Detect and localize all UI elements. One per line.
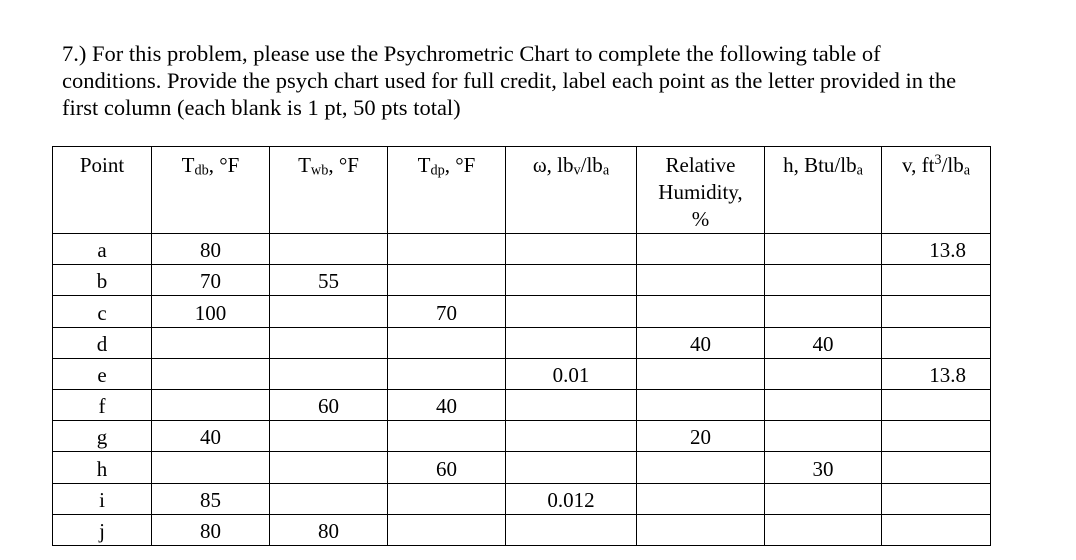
cell-rh[interactable] [637, 483, 765, 514]
header-twb-main: T [298, 153, 311, 177]
header-v [882, 147, 991, 234]
table-row [53, 265, 991, 296]
cell-v[interactable] [882, 514, 991, 545]
cell-twb[interactable] [270, 358, 388, 389]
table-row [53, 358, 991, 389]
header-tdb-sub: db [194, 162, 209, 179]
cell-point: c [53, 296, 152, 327]
header-h [765, 147, 882, 234]
cell-point: b [53, 265, 152, 296]
header-rh-line1: Relative [665, 153, 736, 177]
cell-tdp[interactable] [388, 234, 506, 265]
cell-omega[interactable]: 0.012 [506, 483, 637, 514]
cell-point: g [53, 421, 152, 452]
table-row [53, 421, 991, 452]
cell-twb[interactable] [270, 234, 388, 265]
problem-line-3: first column (each blank is 1 pt, 50 pts total) [62, 95, 461, 120]
cell-rh[interactable] [637, 452, 765, 483]
cell-rh[interactable] [637, 234, 765, 265]
table-body [53, 234, 991, 546]
cell-v[interactable]: 13.8 [882, 234, 991, 265]
cell-omega[interactable] [506, 296, 637, 327]
header-omega [506, 147, 637, 234]
cell-rh[interactable] [637, 514, 765, 545]
problem-line-1: 7.) For this problem, please use the Psychrometric Chart to complete the following table of [62, 41, 881, 66]
cell-v[interactable] [882, 389, 991, 420]
cell-h[interactable] [765, 514, 882, 545]
cell-point: j [53, 514, 152, 545]
cell-tdp[interactable] [388, 483, 506, 514]
header-v-main: v, ft [901, 153, 935, 177]
header-tdp-sub: dp [430, 162, 445, 179]
table-row [53, 514, 991, 545]
header-omega-main: ω, lb [532, 153, 574, 177]
header-rh-line3: % [691, 207, 710, 231]
cell-omega[interactable] [506, 389, 637, 420]
header-tdb [152, 147, 270, 234]
cell-omega[interactable] [506, 327, 637, 358]
cell-h[interactable] [765, 358, 882, 389]
cell-tdb[interactable] [152, 452, 270, 483]
cell-v[interactable] [882, 296, 991, 327]
cell-twb[interactable]: 55 [270, 265, 388, 296]
cell-point: e [53, 358, 152, 389]
cell-rh[interactable] [637, 296, 765, 327]
cell-h[interactable]: 30 [765, 452, 882, 483]
cell-tdb[interactable]: 80 [152, 514, 270, 545]
cell-tdp[interactable] [388, 421, 506, 452]
cell-h[interactable] [765, 421, 882, 452]
header-omega-mid: /lb [580, 153, 603, 177]
conditions-table [52, 146, 991, 546]
cell-h[interactable] [765, 483, 882, 514]
cell-v[interactable] [882, 483, 991, 514]
cell-point: f [53, 389, 152, 420]
header-point-label: Point [79, 153, 125, 177]
header-rh-line2: Humidity, [658, 180, 743, 204]
header-point [53, 147, 152, 234]
cell-twb[interactable] [270, 483, 388, 514]
cell-omega[interactable] [506, 234, 637, 265]
header-tdb-main: T [181, 153, 195, 177]
header-tdp-unit: , °F [444, 153, 476, 177]
table-row [53, 389, 991, 420]
cell-tdb[interactable] [152, 327, 270, 358]
cell-point: d [53, 327, 152, 358]
header-tdp-main: T [417, 153, 431, 177]
header-tdb-unit: , °F [208, 153, 240, 177]
header-omega-sub2: a [602, 162, 610, 179]
cell-tdp[interactable]: 60 [388, 452, 506, 483]
table-row [53, 234, 991, 265]
cell-tdb[interactable]: 85 [152, 483, 270, 514]
cell-omega[interactable]: 0.01 [506, 358, 637, 389]
cell-tdb[interactable] [152, 389, 270, 420]
cell-twb[interactable] [270, 421, 388, 452]
table-row [53, 327, 991, 358]
cell-v[interactable] [882, 327, 991, 358]
cell-tdp[interactable] [388, 514, 506, 545]
header-rh [637, 147, 765, 234]
cell-h[interactable] [765, 234, 882, 265]
cell-h[interactable] [765, 296, 882, 327]
header-h-main: h, Btu/lb [783, 153, 857, 177]
problem-line-2: conditions. Provide the psych chart used for full credit, label each point as the letter provided in the [62, 68, 957, 93]
cell-tdp[interactable]: 70 [388, 296, 506, 327]
cell-twb[interactable] [270, 452, 388, 483]
cell-tdb[interactable]: 40 [152, 421, 270, 452]
cell-rh[interactable]: 40 [637, 327, 765, 358]
cell-omega[interactable] [506, 514, 637, 545]
cell-twb[interactable] [270, 296, 388, 327]
header-twb-sub: wb [310, 162, 329, 179]
table-row [53, 483, 991, 514]
cell-twb[interactable]: 60 [270, 389, 388, 420]
cell-twb[interactable]: 80 [270, 514, 388, 545]
cell-omega[interactable] [506, 421, 637, 452]
header-omega-sub1: v [573, 162, 581, 179]
header-row [53, 147, 991, 234]
cell-h[interactable] [765, 265, 882, 296]
table-row [53, 296, 991, 327]
cell-point: i [53, 483, 152, 514]
problem-statement [62, 40, 1052, 121]
cell-point: a [53, 234, 152, 265]
header-twb [270, 147, 388, 234]
cell-tdb[interactable]: 100 [152, 296, 270, 327]
cell-omega[interactable] [506, 452, 637, 483]
cell-tdp[interactable]: 40 [388, 389, 506, 420]
cell-tdb[interactable]: 70 [152, 265, 270, 296]
cell-tdp[interactable] [388, 327, 506, 358]
header-v-mid: /lb [941, 153, 964, 177]
header-v-sub: a [963, 162, 971, 179]
cell-v[interactable]: 13.8 [882, 358, 991, 389]
cell-twb[interactable] [270, 327, 388, 358]
cell-rh[interactable]: 20 [637, 421, 765, 452]
cell-tdb[interactable]: 80 [152, 234, 270, 265]
table-row [53, 452, 991, 483]
cell-v[interactable] [882, 265, 991, 296]
cell-h[interactable]: 40 [765, 327, 882, 358]
header-v-sup: 3 [934, 152, 942, 169]
cell-rh[interactable] [637, 389, 765, 420]
header-tdp [388, 147, 506, 234]
cell-omega[interactable] [506, 265, 637, 296]
header-twb-unit: , °F [328, 153, 359, 177]
cell-h[interactable] [765, 389, 882, 420]
cell-point: h [53, 452, 152, 483]
cell-tdb[interactable] [152, 358, 270, 389]
cell-v[interactable] [882, 452, 991, 483]
header-h-sub: a [856, 162, 863, 179]
cell-tdp[interactable] [388, 358, 506, 389]
cell-v[interactable] [882, 421, 991, 452]
cell-tdp[interactable] [388, 265, 506, 296]
cell-rh[interactable] [637, 358, 765, 389]
cell-rh[interactable] [637, 265, 765, 296]
